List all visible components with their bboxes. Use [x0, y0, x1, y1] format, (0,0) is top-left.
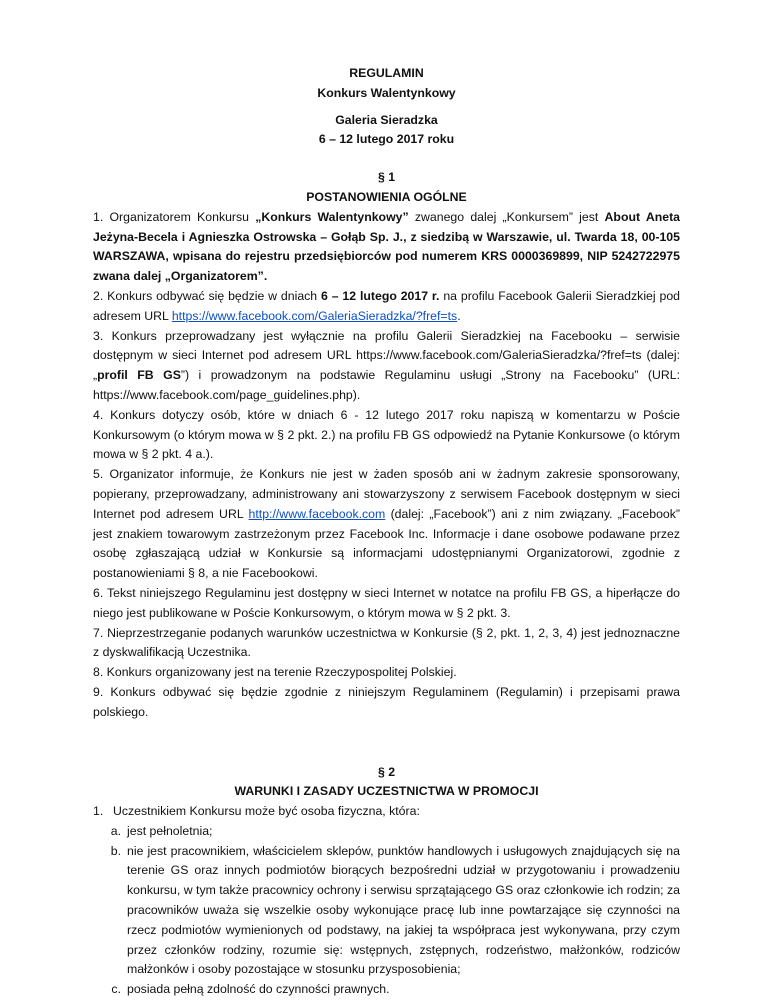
section-1-point-3: 3. Konkurs przeprowadzany jest wyłącznie na profilu Galerii Sieradzkiej na Facebooku – serwisie dostępnym w sieci Internet pod adresem URL https://www.facebook.com/GaleriaSieradzka/?fref=ts (dalej: „profil FB GS”) i prowadzonym na podstawie Regulaminu usługi „Strony na Facebooku” (URL: https://www.facebook.com/page_guidelines.php). [93, 327, 680, 406]
point-text: Uczestnikiem Konkursu może być osoba fizyczna, która: [113, 804, 420, 818]
document-header [93, 64, 680, 150]
section-1-point-1: 1. Organizatorem Konkursu „Konkurs Walentynkowy” zwanego dalej „Konkursem” jest About Aneta Jeżyna-Becela i Agnieszka Ostrowska – Gołąb Sp. J., z siedzibą w Warszawie, ul. Twarda 18, 00-105 WARSZAWA, wpisana do rejestru przedsiębiorców pod numerem KRS 0000369899, NIP 5242722975 zwana dalej „Organizatorem”. [93, 208, 680, 287]
section-1-mark: § 1 [93, 168, 680, 188]
list-item: b. nie jest pracownikiem, właścicielem sklepów, punktów handlowych i usługowych znajdujących się na terenie GS oraz innych podmiotów biorących bezpośredni udział w przygotowaniu i prowadzeniu konkursu, w tym także pracownicy ochrony i serwisu sprzątającego GS oraz członkowie ich rodzin; za pracowników uważa się wszelkie osoby wykonujące pracę lub inne powtarzające się czynności na rzecz podmiotów wymienionych od podstawy, na jakiej ta współpraca jest wykonywana, przy czym przez członków rodziny, rozumie się: wstępnych, zstępnych, rodzeństwo, małżonków, rodziców małżonków i osoby pozostające w stosunku przysposobienia; [93, 842, 680, 981]
section-1-point-8: 8. Konkurs organizowany jest na terenie Rzeczypospolitej Polskiej. [93, 663, 680, 683]
section-1-point-7: 7. Nieprzestrzeganie podanych warunków uczestnictwa w Konkursie (§ 2, pkt. 1, 2, 3, 4) jest jednoznaczne z dyskwalifikacją Uczestnika. [93, 624, 680, 664]
point-number: 1. [93, 802, 103, 822]
section-2 [93, 763, 680, 1000]
section-1-point-6: 6. Tekst niniejszego Regulaminu jest dostępny w sieci Internet w notatce na profilu FB GS, a hiperłącze do niego jest publikowane w Poście Konkursowym, o którym mowa w § 2 pkt. 3. [93, 584, 680, 624]
section-2-subitems [93, 822, 680, 1000]
section-1-point-9: 9. Konkurs odbywać się będzie zgodnie z niniejszym Regulaminem (Regulamin) i przepisami prawa polskiego. [93, 683, 680, 723]
facebook-gallery-link[interactable]: https://www.facebook.com/GaleriaSieradzka/?fref=ts [172, 309, 457, 323]
contest-dates: 6 – 12 lutego 2017 roku [93, 130, 680, 150]
section-1-heading: POSTANOWIENIA OGÓLNE [93, 188, 680, 208]
section-1-point-5: 5. Organizator informuje, że Konkurs nie jest w żaden sposób ani w żadnym zakresie sponsorowany, popierany, przeprowadzany, administrowany ani stowarzyszony z serwisem Facebook dostępnym w sieci Internet pod adresem URL http://www.facebook.com (dalej: „Facebook”) ani z nim związany. „Facebook” jest znakiem towarowym zastrzeżonym przez Facebook Inc. Informacje i dane osobowe podawane przez osobę zgłaszającą udział w Konkursie są informacjami udostępnianymi Organizatorowi, zgodnie z postanowieniami § 8, a nie Facebookowi. [93, 465, 680, 584]
section-2-heading: WARUNKI I ZASADY UCZESTNICTWA W PROMOCJI [93, 782, 680, 802]
section-2-point-1 [93, 802, 680, 822]
facebook-link[interactable]: http://www.facebook.com [249, 507, 386, 521]
list-item: a. jest pełnoletnia; [93, 822, 680, 842]
section-1-point-2: 2. Konkurs odbywać się będzie w dniach 6 – 12 lutego 2017 r. na profilu Facebook Galerii Sieradzkiej pod adresem URL https://www.facebook.com/GaleriaSieradzka/?fref=ts. [93, 287, 680, 327]
section-1-point-4: 4. Konkurs dotyczy osób, które w dniach 6 - 12 lutego 2017 roku napiszą w komentarzu w Poście Konkursowym (o którym mowa w § 2 pkt. 2.) na profilu FB GS odpowiedź na Pytanie Konkursowe (o którym mowa w § 2 pkt. 4 a.). [93, 406, 680, 465]
section-2-mark: § 2 [93, 763, 680, 783]
contest-name: Konkurs Walentynkowy [93, 84, 680, 104]
section-1 [93, 168, 680, 722]
list-item: c. posiada pełną zdolność do czynności prawnych. [93, 980, 680, 1000]
venue-name: Galeria Sieradzka [93, 111, 680, 131]
document-title: REGULAMIN [93, 64, 680, 84]
